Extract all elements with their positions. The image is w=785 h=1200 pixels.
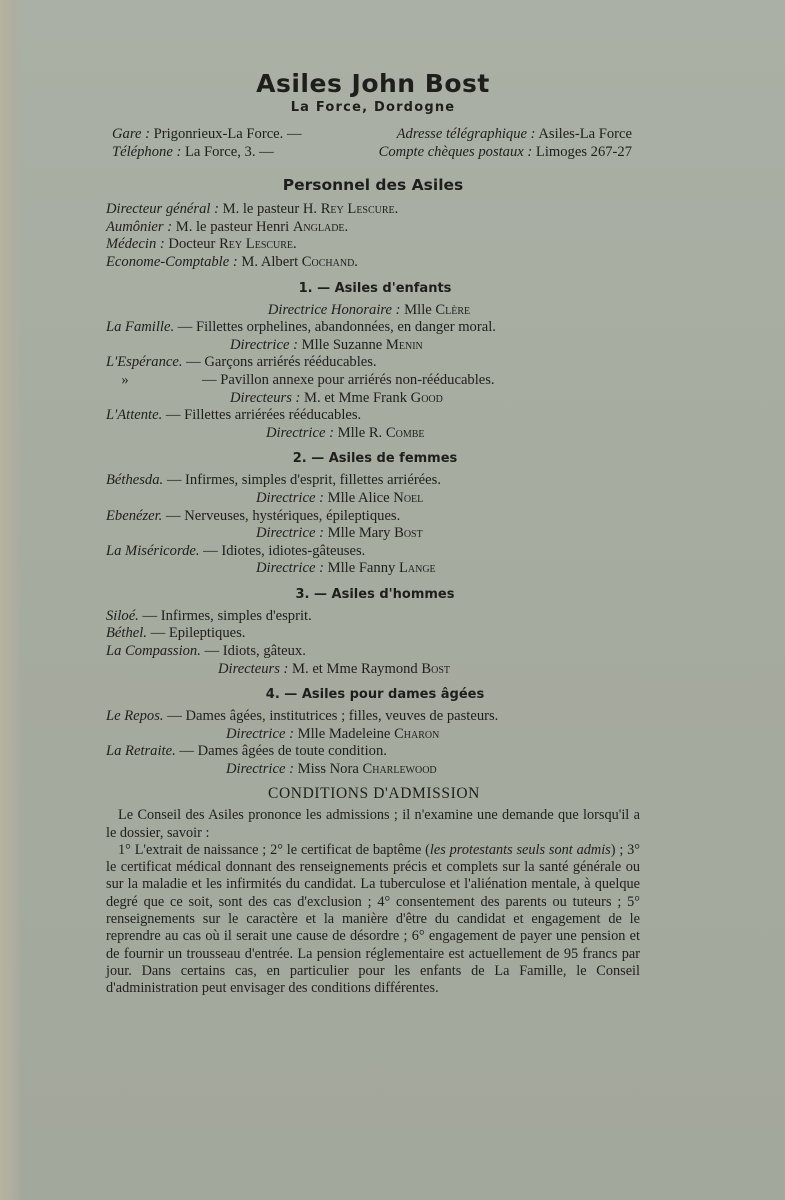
gare-value: Prigonrieux-La Force. — <box>153 126 302 142</box>
director-name: Miss Nora <box>297 761 359 778</box>
page-subtitle: La Force, Dordogne <box>290 100 456 115</box>
role-label: Aumônier : <box>106 218 173 235</box>
conditions-paragraph-2 <box>106 842 640 998</box>
director-line <box>106 337 632 355</box>
asile-description: — Pavillon annexe pour arriérés non-rééducables. <box>202 371 495 388</box>
person-name: M. le pasteur H. <box>222 201 318 218</box>
director-label: Directrice : <box>226 725 294 742</box>
person-surname: Rey Lescure <box>219 236 294 253</box>
punctuation: . <box>293 236 297 253</box>
director-name: Mlle Madeleine <box>297 725 391 742</box>
asile-retraite <box>106 743 632 761</box>
director-label: Directrice : <box>256 525 324 542</box>
gare-label: Gare : <box>112 126 150 142</box>
director-surname: Lange <box>398 560 436 577</box>
director-name: Mlle Mary <box>327 525 391 542</box>
asile-bethel <box>106 625 632 643</box>
asile-description: — Nerveuses, hystériques, épileptiques. <box>166 507 401 524</box>
punctuation: . <box>354 253 358 270</box>
director-name: Mlle R. <box>337 424 383 441</box>
asile-bethesda <box>106 472 632 490</box>
role-label: Directeur général : <box>106 201 219 218</box>
person-surname: Cochand <box>301 253 355 270</box>
person-name: M. le pasteur Henri <box>175 218 290 235</box>
telephone-value: La Force, 3. — <box>184 143 274 160</box>
person-surname: Rey Lescure <box>320 201 395 218</box>
director-line <box>106 525 632 543</box>
asile-name: Béthesda. <box>106 472 164 489</box>
adresse-label: Adresse télégraphique : <box>396 126 536 142</box>
asile-name: La Miséricorde. <box>106 542 200 559</box>
info-line-2 <box>112 144 632 162</box>
director-surname: Bost <box>421 660 451 677</box>
director-surname: Menin <box>385 336 423 353</box>
asile-description: — Dames âgées, institutrices ; filles, veuves de pasteurs. <box>167 708 499 725</box>
director-name: M. et Mme Frank <box>304 389 408 406</box>
personnel-row <box>106 254 632 272</box>
person-surname: Anglade <box>292 218 345 235</box>
person-name: Docteur <box>168 236 216 253</box>
page-edge <box>0 0 22 1200</box>
director-name: Mlle Fanny <box>327 560 396 577</box>
director-label: Directrice : <box>256 560 324 577</box>
director-label: Directeurs : <box>218 660 289 677</box>
person-name: M. Albert <box>241 253 299 270</box>
director-surname: Good <box>410 389 443 406</box>
director-surname: Charon <box>394 725 440 742</box>
director-surname: Clère <box>435 301 471 318</box>
asile-description: — Epileptiques. <box>150 625 246 642</box>
director-label: Directrice : <box>266 424 334 441</box>
honoraire-line <box>106 302 632 320</box>
asile-description: — Fillettes arriérées rééducables. <box>165 407 362 424</box>
asile-description: — Idiotes, idiotes-gâteuses. <box>203 542 366 559</box>
asile-siloe <box>106 608 632 626</box>
asile-esperance <box>106 354 632 372</box>
conditions-paragraph-1: Le Conseil des Asiles prononce les admissions ; il n'examine une demande que lorsqu'il a le dossier, savoir : <box>106 807 640 841</box>
page-title: Asiles John Bost <box>256 69 490 98</box>
conditions-text: 1° L'extrait de naissance ; 2° le certificat de baptême ( <box>118 841 430 858</box>
section-1-heading: 1. — Asiles d'enfants <box>298 280 452 296</box>
asile-description: — Dames âgées de toute condition. <box>179 743 387 760</box>
section-3-heading: 3. — Asiles d'hommes <box>295 586 455 602</box>
director-name: Mlle Suzanne <box>301 336 383 353</box>
role-label: Médecin : <box>106 236 165 253</box>
compte-value: Limoges 267-27 <box>535 143 632 160</box>
section-2-heading: 2. — Asiles de femmes <box>292 451 458 467</box>
asile-name: La Retraite. <box>106 743 176 760</box>
director-surname: Noel <box>393 489 424 506</box>
asile-attente <box>106 407 632 425</box>
compte-label: Compte chèques postaux : <box>378 143 533 160</box>
telephone-label: Téléphone : <box>112 143 182 160</box>
asile-la-famille <box>106 319 632 337</box>
punctuation: . <box>394 201 399 218</box>
director-name: Mlle <box>404 301 432 318</box>
director-line <box>106 425 632 443</box>
personnel-row <box>106 201 632 219</box>
director-label: Directeurs : <box>230 389 301 406</box>
punctuation: . <box>344 218 349 235</box>
asile-ebenezer <box>106 508 632 526</box>
asile-name: La Compassion. <box>106 643 201 660</box>
asile-misericorde <box>106 543 632 561</box>
conditions-text: ) ; 3° le certificat médical donnant des renseignements précis et complets sur la santé générale ou sur la maladie et les infirmités du candidat. La tuberculose et l'aliénation mentale, à quelque degré que ce soit, sont des cas d'exclusion ; 4° consentement des parents ou tuteurs ; 5° renseignements sur le caractère et la manière d'être du candidat et engagement de le reprendre au cas où il serait une cause de désordre ; 6° engagement de payer une pension et de fournir un trousseau d'entrée. La pension réglementaire est actuellement de 95 francs par jour. Dans certains cas, en particulier pour les enfants de La Famille, le Conseil d'administration peut envisager des conditions différentes. <box>106 841 640 997</box>
asile-pavillon <box>106 372 632 390</box>
asile-name: Siloé. <box>106 607 139 624</box>
asile-description: — Idiots, gâteux. <box>204 643 306 660</box>
personnel-row <box>106 236 632 254</box>
director-line <box>106 726 632 744</box>
director-surname: Charlewood <box>362 761 437 778</box>
director-name: Mlle Alice <box>327 489 390 506</box>
director-label: Directrice Honoraire : <box>267 301 401 318</box>
conditions-heading: CONDITIONS D'ADMISSION <box>268 784 480 802</box>
director-label: Directrice : <box>226 761 294 778</box>
section-4-heading: 4. — Asiles pour dames âgées <box>265 687 485 703</box>
asile-description: — Garçons arriérés rééducables. <box>186 354 377 371</box>
document-content <box>106 68 640 997</box>
asile-description: — Fillettes orphelines, abandonnées, en danger moral. <box>177 319 496 336</box>
asile-repos <box>106 708 632 726</box>
asile-name: Le Repos. <box>106 708 164 725</box>
asile-name: L'Attente. <box>106 407 163 424</box>
role-label: Econome-Comptable : <box>106 253 238 270</box>
asile-description: — Infirmes, simples d'esprit, fillettes arriérées. <box>166 472 441 489</box>
director-line <box>106 390 632 408</box>
director-line <box>106 560 632 578</box>
adresse-value: Asiles-La Force <box>538 126 632 142</box>
asile-compassion <box>106 643 632 661</box>
personnel-heading: Personnel des Asiles <box>282 176 464 195</box>
info-line-1 <box>112 126 632 144</box>
director-line <box>106 490 632 508</box>
ditto-mark: » <box>121 371 129 388</box>
director-surname: Combe <box>385 424 425 441</box>
asile-name: Béthel. <box>106 625 147 642</box>
director-surname: Bost <box>394 525 423 542</box>
asile-name: La Famille. <box>106 319 175 336</box>
personnel-row <box>106 219 632 237</box>
conditions-italic-text: les protestants seuls sont admis <box>429 841 611 858</box>
director-line <box>106 661 632 679</box>
asile-description: — Infirmes, simples d'esprit. <box>142 607 312 624</box>
asile-name: L'Espérance. <box>106 354 183 371</box>
director-label: Directrice : <box>230 336 298 353</box>
director-line <box>106 761 632 779</box>
director-label: Directrice : <box>256 489 324 506</box>
director-name: M. et Mme Raymond <box>292 660 418 677</box>
asile-name: Ebenézer. <box>106 507 163 524</box>
